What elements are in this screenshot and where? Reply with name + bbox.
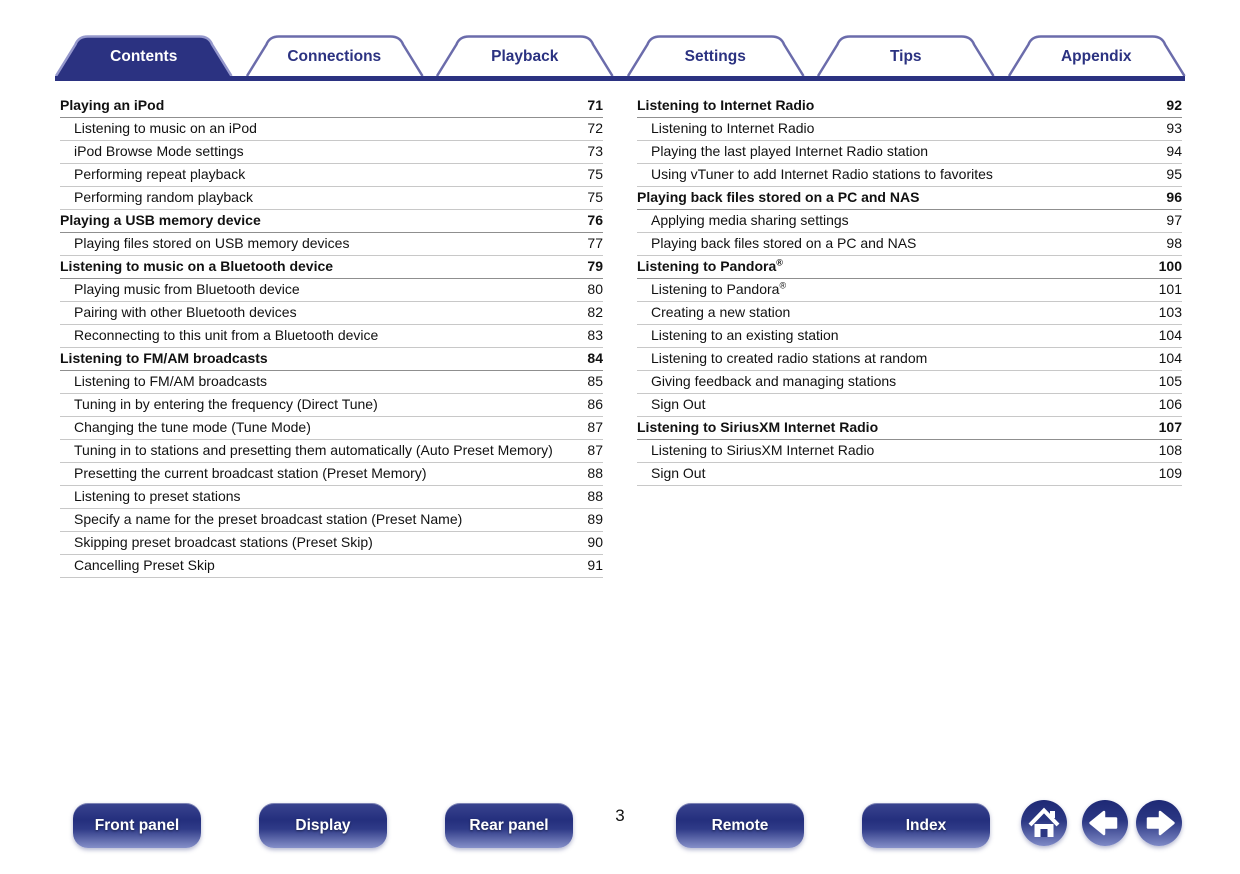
toc-entry-label: Creating a new station <box>651 304 791 320</box>
front-panel-button[interactable]: Front panel <box>73 803 201 848</box>
toc-entry-page: 79 <box>587 258 603 274</box>
toc-entry-label: Tuning in to stations and presetting them automatically (Auto Preset Memory) <box>74 442 553 458</box>
toc-entry-page: 82 <box>587 304 603 320</box>
toc-entry[interactable] <box>60 371 603 394</box>
toc-entry-page: 77 <box>587 235 603 251</box>
toc-entry-label: Performing random playback <box>74 189 253 205</box>
toc-entry-page: 72 <box>587 120 603 136</box>
toc-entry-page: 85 <box>587 373 603 389</box>
toc-entry[interactable] <box>637 440 1182 463</box>
toc-entry[interactable] <box>60 302 603 325</box>
toc-entry[interactable] <box>637 463 1182 486</box>
tab-contents[interactable] <box>55 35 233 76</box>
remote-button[interactable]: Remote <box>676 803 804 848</box>
tab-appendix[interactable] <box>1008 35 1186 76</box>
arrow-right-icon <box>1136 800 1182 846</box>
toc-entry-page: 92 <box>1166 97 1182 113</box>
toc-entry[interactable] <box>637 164 1182 187</box>
toc-entry-page: 80 <box>587 281 603 297</box>
toc-entry[interactable] <box>637 187 1182 210</box>
toc-entry[interactable] <box>637 394 1182 417</box>
toc-entry[interactable] <box>60 555 603 578</box>
toc-entry[interactable] <box>637 233 1182 256</box>
toc-entry-page: 108 <box>1158 442 1182 458</box>
toc-entry-page: 75 <box>587 166 603 182</box>
tab-bar-rule <box>55 76 1185 81</box>
toc-entry-label: Skipping preset broadcast stations (Preset Skip) <box>74 534 373 550</box>
toc-entry[interactable] <box>637 417 1182 440</box>
toc-entry[interactable] <box>60 95 603 118</box>
toc-entry[interactable] <box>637 210 1182 233</box>
toc-entry-label: Sign Out <box>651 396 706 412</box>
toc-entry-page: 90 <box>587 534 603 550</box>
toc-entry-label: Giving feedback and managing stations <box>651 373 897 389</box>
toc-entry-label: Presetting the current broadcast station (Preset Memory) <box>74 465 427 481</box>
index-button[interactable]: Index <box>862 803 990 848</box>
toc-entry-label: Applying media sharing settings <box>651 212 849 228</box>
tab-tips[interactable] <box>817 35 995 76</box>
toc-entry[interactable] <box>60 233 603 256</box>
toc-entry-label: Listening to Internet Radio <box>637 97 815 113</box>
toc-entry-page: 100 <box>1158 258 1182 274</box>
toc-entry[interactable] <box>637 118 1182 141</box>
tab-playback[interactable] <box>436 35 614 76</box>
toc-entry-label: Listening to FM/AM broadcasts <box>74 373 267 389</box>
toc-entry-page: 107 <box>1158 419 1182 435</box>
tab-label: Tips <box>889 48 922 65</box>
toc-entry[interactable] <box>60 440 603 463</box>
toc-column-left <box>60 95 603 578</box>
toc-entry-page: 103 <box>1158 304 1182 320</box>
toc-entry-page: 89 <box>587 511 603 527</box>
toc-entry[interactable] <box>60 325 603 348</box>
toc-entry-label: Sign Out <box>651 465 706 481</box>
toc-entry[interactable] <box>637 348 1182 371</box>
toc-entry-label: Using vTuner to add Internet Radio stations to favorites <box>651 166 993 182</box>
toc-entry-page: 95 <box>1166 166 1182 182</box>
toc-entry-page: 84 <box>587 350 603 366</box>
toc-entry-page: 91 <box>587 557 603 573</box>
toc-entry[interactable] <box>60 532 603 555</box>
toc-entry-label: Listening to music on a Bluetooth device <box>60 258 334 274</box>
toc-entry[interactable] <box>60 394 603 417</box>
toc-entry[interactable] <box>60 141 603 164</box>
back-button[interactable] <box>1082 800 1128 846</box>
tab-label: Settings <box>684 48 746 65</box>
toc-entry-label: Listening to Internet Radio <box>651 120 815 136</box>
toc-entry[interactable] <box>637 279 1182 302</box>
toc-entry-page: 76 <box>587 212 603 228</box>
toc-column-right <box>637 95 1182 486</box>
toc-entry-page: 71 <box>587 97 603 113</box>
tab-label: Connections <box>287 48 382 65</box>
toc-entry-label: Cancelling Preset Skip <box>74 557 215 573</box>
tab-label: Playback <box>491 48 559 65</box>
toc-entry-label: Listening to SiriusXM Internet Radio <box>651 442 875 458</box>
toc-entry-label: Playing back files stored on a PC and NAS <box>637 189 920 205</box>
toc-entry-page: 93 <box>1166 120 1182 136</box>
toc-entry-page: 104 <box>1158 350 1182 366</box>
toc-entry[interactable] <box>60 279 603 302</box>
toc-entry-label: Listening to Pandora® <box>651 280 787 297</box>
toc-entry-page: 106 <box>1158 396 1182 412</box>
toc-entry-page: 105 <box>1158 373 1182 389</box>
toc-entry[interactable] <box>60 509 603 532</box>
toc-entry-label: Playing the last played Internet Radio station <box>651 143 929 159</box>
toc-entry[interactable] <box>637 371 1182 394</box>
toc-entry[interactable] <box>637 256 1182 279</box>
toc-entry-page: 101 <box>1158 281 1182 297</box>
toc-entry-page: 73 <box>587 143 603 159</box>
toc-entry-page: 75 <box>587 189 603 205</box>
rear-panel-button[interactable]: Rear panel <box>445 803 573 848</box>
toc-entry-label: Playing music from Bluetooth device <box>74 281 300 297</box>
tab-label: Contents <box>110 48 178 65</box>
toc-entry-page: 104 <box>1158 327 1182 343</box>
tab-bar <box>55 35 1185 76</box>
toc-entry-label: Playing a USB memory device <box>60 212 261 228</box>
toc-entry[interactable] <box>60 256 603 279</box>
toc-entry-label: Changing the tune mode (Tune Mode) <box>74 419 311 435</box>
toc-entry-label: Listening to SiriusXM Internet Radio <box>637 419 879 435</box>
arrow-left-icon <box>1082 800 1128 846</box>
toc-entry-label: Reconnecting to this unit from a Bluetooth device <box>74 327 379 343</box>
toc-entry[interactable] <box>637 141 1182 164</box>
toc-entry-label: Listening to Pandora® <box>637 257 783 274</box>
toc-entry-page: 96 <box>1166 189 1182 205</box>
toc-entry-page: 87 <box>587 419 603 435</box>
toc-entry-label: Tuning in by entering the frequency (Direct Tune) <box>74 396 378 412</box>
toc-entry[interactable] <box>60 210 603 233</box>
toc-entry-label: Listening to preset stations <box>74 488 241 504</box>
toc-entry[interactable] <box>637 95 1182 118</box>
forward-button[interactable] <box>1136 800 1182 846</box>
toc-entry[interactable] <box>60 486 603 509</box>
toc-entry-page: 83 <box>587 327 603 343</box>
toc-entry-label: Playing an iPod <box>60 97 165 113</box>
toc-entry-page: 109 <box>1158 465 1182 481</box>
toc-entry-label: Listening to FM/AM broadcasts <box>60 350 268 366</box>
toc-entry[interactable] <box>60 348 603 371</box>
toc-entry-label: iPod Browse Mode settings <box>74 143 244 159</box>
toc-entry-page: 98 <box>1166 235 1182 251</box>
toc-entry-label: Playing back files stored on a PC and NAS <box>651 235 917 251</box>
toc-entry-label: Listening to an existing station <box>651 327 839 343</box>
tab-settings[interactable] <box>627 35 805 76</box>
toc-entry-page: 88 <box>587 488 603 504</box>
toc-entry[interactable] <box>60 118 603 141</box>
toc-entry-label: Pairing with other Bluetooth devices <box>74 304 297 320</box>
toc-entry-page: 97 <box>1166 212 1182 228</box>
toc-entry-page: 94 <box>1166 143 1182 159</box>
toc-entry[interactable] <box>637 325 1182 348</box>
home-button[interactable] <box>1021 800 1067 846</box>
toc-entry[interactable] <box>60 164 603 187</box>
toc-entry-label: Listening to created radio stations at random <box>651 350 928 366</box>
tab-label: Appendix <box>1060 48 1132 65</box>
toc-entry[interactable] <box>637 302 1182 325</box>
display-button[interactable]: Display <box>259 803 387 848</box>
toc-entry-label: Listening to music on an iPod <box>74 120 257 136</box>
toc-entry-label: Specify a name for the preset broadcast station (Preset Name) <box>74 511 463 527</box>
toc-entry-label: Playing files stored on USB memory devices <box>74 235 350 251</box>
tab-connections[interactable] <box>246 35 424 76</box>
toc-entry[interactable] <box>60 463 603 486</box>
toc-entry-label: Performing repeat playback <box>74 166 246 182</box>
toc-entry-page: 88 <box>587 465 603 481</box>
page-number: 3 <box>615 806 625 825</box>
toc-entry[interactable] <box>60 417 603 440</box>
home-icon <box>1021 800 1067 846</box>
toc-entry[interactable] <box>60 187 603 210</box>
toc-entry-page: 87 <box>587 442 603 458</box>
toc-entry-page: 86 <box>587 396 603 412</box>
